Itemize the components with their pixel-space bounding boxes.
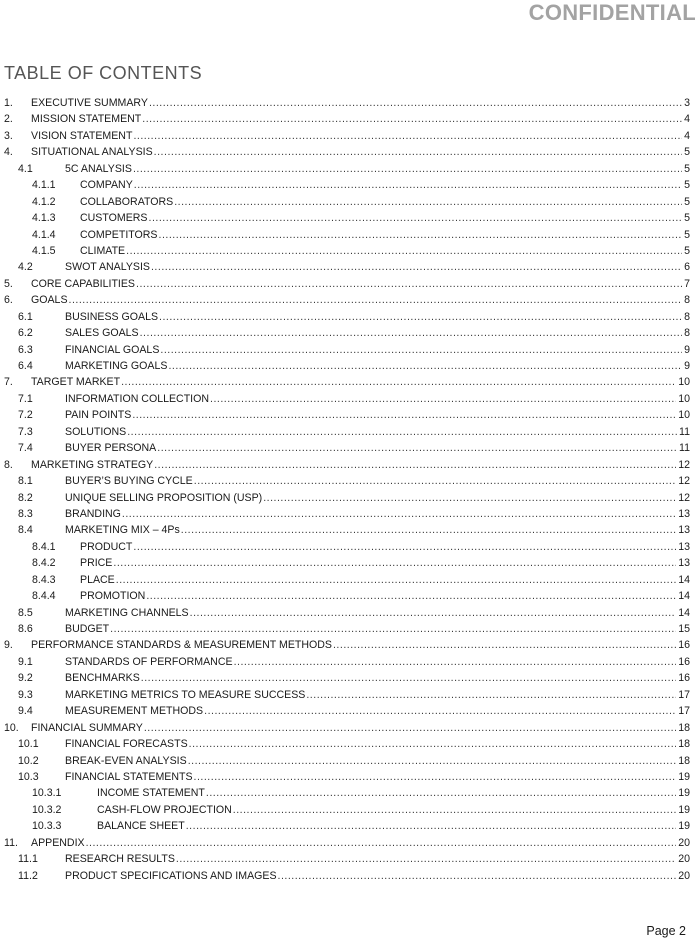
- toc-entry-number: 4.1: [18, 162, 33, 175]
- toc-entry[interactable]: [4, 851, 690, 867]
- toc-entry-label: MARKETING GOALS: [65, 360, 168, 372]
- toc-entry-page: 5: [684, 244, 690, 257]
- toc-entry-line: [31, 374, 690, 390]
- toc-entry-label: PERFORMANCE STANDARDS & MEASUREMENT METHODS: [31, 639, 332, 652]
- toc-entry[interactable]: [4, 769, 690, 785]
- toc-dot-leader: [127, 424, 677, 440]
- toc-entry-label: BUDGET: [65, 623, 110, 635]
- toc-entry-page: 3: [684, 97, 690, 109]
- toc-entry-number: 7.1: [18, 392, 33, 405]
- toc-dot-leader: [160, 342, 682, 358]
- toc-entry[interactable]: [4, 243, 690, 259]
- toc-entry[interactable]: [4, 605, 690, 621]
- toc-entry-number: 7.3: [18, 425, 33, 438]
- toc-entry-label: PRICE: [80, 557, 113, 570]
- toc-entry[interactable]: [4, 407, 690, 423]
- toc-entry-page: 6: [684, 261, 690, 274]
- toc-entry-number: 10.2: [18, 754, 39, 767]
- toc-entry-page: 12: [678, 475, 690, 488]
- toc-entry-line: [80, 555, 690, 571]
- toc-entry-number: 9.: [4, 639, 13, 652]
- toc-entry-number: 8.4: [18, 524, 33, 537]
- toc-entry-number: 8.4.4: [32, 590, 56, 603]
- toc-dot-leader: [110, 621, 676, 637]
- toc-entry-number: 10.1: [18, 738, 39, 751]
- toc-entry-line: [65, 769, 690, 785]
- toc-entry-label: BUSINESS GOALS: [65, 310, 159, 323]
- toc-entry[interactable]: [4, 358, 690, 374]
- toc-dot-leader: [174, 194, 682, 210]
- toc-entry-number: 5.: [4, 277, 13, 290]
- toc-entry-page: 16: [678, 639, 690, 652]
- toc-entry-line: [65, 670, 690, 686]
- toc-entry-label: INFORMATION COLLECTION: [65, 392, 210, 405]
- toc-entry-label: MARKETING MIX – 4Ps: [65, 524, 180, 537]
- toc-entry-label: PAIN POINTS: [65, 409, 132, 422]
- toc-entry-line: [80, 177, 690, 193]
- toc-entry-label: GOALS: [31, 294, 68, 307]
- toc-entry-line: [65, 522, 690, 538]
- table-of-contents: [4, 95, 690, 884]
- toc-entry-line: [31, 457, 690, 473]
- toc-entry[interactable]: [4, 802, 690, 818]
- toc-entry-label: BALANCE SHEET: [97, 820, 185, 833]
- toc-entry-number: 10.3: [18, 770, 39, 783]
- toc-entry-label: MISSION STATEMENT: [31, 113, 142, 126]
- toc-dot-leader: [151, 259, 682, 275]
- toc-entry-label: BUYER PERSONA: [65, 442, 157, 455]
- toc-entry-label: CUSTOMERS: [80, 212, 148, 225]
- toc-entry-page: 8: [684, 310, 690, 323]
- toc-entry-page: 10: [678, 409, 690, 422]
- toc-entry-line: [65, 424, 690, 440]
- toc-entry-page: 10: [678, 376, 690, 389]
- toc-dot-leader: [121, 374, 676, 390]
- toc-entry-number: 10.3.1: [32, 787, 62, 800]
- toc-entry-number: 9.2: [18, 672, 33, 685]
- toc-entry-page: 16: [678, 655, 690, 668]
- toc-entry-line: [65, 851, 690, 867]
- toc-entry-line: [65, 605, 690, 621]
- toc-entry-page: 16: [678, 672, 690, 685]
- toc-dot-leader: [278, 868, 677, 884]
- toc-entry-number: 9.3: [18, 688, 33, 701]
- toc-entry-line: [65, 868, 690, 884]
- toc-entry[interactable]: [4, 309, 690, 325]
- toc-entry-page: 5: [684, 212, 690, 225]
- toc-entry-page: 4: [684, 113, 690, 126]
- toc-entry-number: 7.2: [18, 409, 33, 422]
- toc-entry-page: 5: [684, 162, 690, 175]
- toc-entry[interactable]: [4, 637, 690, 653]
- toc-entry-page: 18: [678, 738, 690, 751]
- toc-entry-page: 8: [684, 327, 690, 340]
- toc-entry-label: SOLUTIONS: [65, 425, 127, 438]
- toc-entry-label: 5C ANALYSIS: [65, 162, 132, 175]
- toc-entry[interactable]: [4, 424, 690, 440]
- toc-entry-label: INCOME STATEMENT: [97, 787, 205, 800]
- toc-entry-label: FINANCIAL FORECASTS: [65, 738, 188, 751]
- toc-entry-page: 14: [678, 590, 690, 603]
- toc-entry-label: PRODUCT SPECIFICATIONS AND IMAGES: [65, 869, 277, 882]
- toc-entry[interactable]: [4, 588, 690, 604]
- toc-entry-number: 8.2: [18, 491, 33, 504]
- toc-dot-leader: [113, 555, 676, 571]
- toc-entry[interactable]: [4, 292, 690, 308]
- toc-dot-leader: [210, 391, 676, 407]
- toc-entry-number: 7.4: [18, 442, 33, 455]
- toc-entry-label: TARGET MARKET: [31, 376, 121, 389]
- toc-entry-line: [65, 358, 690, 374]
- toc-entry-number: 4.1.5: [32, 244, 56, 257]
- toc-dot-leader: [333, 637, 676, 653]
- toc-entry-number: 11.2: [18, 869, 38, 882]
- toc-entry[interactable]: [4, 522, 690, 538]
- toc-entry-label: CORE CAPABILITIES: [31, 277, 136, 290]
- toc-entry-label: COMPETITORS: [80, 228, 158, 241]
- toc-dot-leader: [144, 720, 676, 736]
- toc-entry[interactable]: [4, 473, 690, 489]
- toc-dot-leader: [132, 407, 676, 423]
- toc-entry-page: 17: [678, 705, 690, 718]
- toc-entry-line: [65, 391, 690, 407]
- toc-dot-leader: [189, 736, 677, 752]
- toc-entry-page: 19: [678, 770, 690, 783]
- toc-entry-number: 6.1: [18, 310, 33, 323]
- toc-entry-label: BREAK-EVEN ANALYSIS: [65, 754, 187, 767]
- toc-entry-label: BUYER’S BUYING CYCLE: [65, 475, 193, 488]
- toc-entry-line: [80, 572, 690, 588]
- toc-entry-number: 4.1.1: [32, 179, 56, 192]
- toc-entry-page: 17: [678, 688, 690, 701]
- toc-entry-line: [31, 111, 690, 127]
- toc-dot-leader: [186, 818, 676, 834]
- toc-dot-leader: [181, 522, 676, 538]
- toc-entry-line: [31, 720, 690, 736]
- toc-entry-number: 3.: [4, 129, 13, 142]
- toc-entry-label: FINANCIAL GOALS: [65, 343, 160, 356]
- toc-entry-page: 13: [678, 524, 690, 537]
- toc-dot-leader: [69, 292, 683, 308]
- toc-entry-label: BRANDING: [65, 507, 121, 520]
- toc-entry-page: 9: [684, 343, 690, 356]
- toc-entry[interactable]: [4, 440, 690, 456]
- toc-entry-line: [31, 144, 690, 160]
- toc-entry-page: 5: [684, 228, 690, 241]
- toc-entry[interactable]: [4, 736, 690, 752]
- toc-entry-line: [31, 292, 690, 308]
- toc-dot-leader: [141, 670, 676, 686]
- toc-entry-number: 9.4: [18, 705, 33, 718]
- toc-dot-leader: [188, 753, 677, 769]
- toc-dot-leader: [204, 703, 676, 719]
- toc-entry-line: [80, 210, 690, 226]
- toc-entry-label: MARKETING CHANNELS: [65, 606, 189, 619]
- toc-entry-label: COLLABORATORS: [80, 195, 174, 208]
- toc-entry-label: MARKETING METRICS TO MEASURE SUCCESS: [65, 688, 306, 701]
- toc-entry-line: [31, 835, 690, 851]
- toc-entry-page: 15: [678, 623, 690, 635]
- toc-entry[interactable]: [4, 177, 690, 193]
- toc-dot-leader: [157, 440, 677, 456]
- toc-entry-label: SITUATIONAL ANALYSIS: [31, 146, 153, 159]
- toc-entry-page: 11: [679, 425, 690, 438]
- toc-entry-number: 6.2: [18, 327, 33, 340]
- toc-entry-page: 4: [684, 129, 690, 142]
- toc-entry-label: PLACE: [80, 573, 115, 586]
- toc-entry[interactable]: [4, 539, 690, 555]
- toc-entry[interactable]: [4, 654, 690, 670]
- toc-entry-number: 8.4.3: [32, 573, 56, 586]
- toc-entry-label: PROMOTION: [80, 590, 146, 603]
- toc-dot-leader: [133, 161, 682, 177]
- toc-entry-number: 6.: [4, 294, 13, 307]
- toc-entry-line: [65, 325, 690, 341]
- toc-entry[interactable]: [4, 259, 690, 275]
- toc-entry-label: COMPANY: [80, 179, 133, 192]
- toc-entry-number: 2.: [4, 113, 13, 126]
- toc-entry[interactable]: [4, 210, 690, 226]
- toc-entry[interactable]: [4, 227, 690, 243]
- toc-entry[interactable]: [4, 374, 690, 390]
- toc-dot-leader: [136, 276, 682, 292]
- toc-entry-number: 6.3: [18, 343, 33, 356]
- toc-entry-page: 8: [684, 294, 690, 307]
- toc-entry[interactable]: [4, 325, 690, 341]
- toc-entry[interactable]: [4, 703, 690, 719]
- toc-dot-leader: [206, 785, 676, 801]
- toc-entry-number: 4.1.2: [32, 195, 56, 208]
- toc-entry-line: [97, 802, 690, 818]
- toc-entry-line: [65, 687, 690, 703]
- toc-entry-number: 11.1: [18, 853, 38, 866]
- toc-dot-leader: [263, 490, 676, 506]
- toc-entry-page: 19: [678, 787, 690, 800]
- toc-dot-leader: [194, 769, 677, 785]
- toc-entry-page: 5: [684, 146, 690, 159]
- toc-entry-number: 8.5: [18, 606, 33, 619]
- toc-entry-line: [80, 588, 690, 604]
- toc-entry[interactable]: [4, 572, 690, 588]
- toc-entry-number: 1.: [4, 97, 13, 109]
- toc-entry-line: [65, 736, 690, 752]
- toc-dot-leader: [133, 539, 676, 555]
- toc-entry-line: [65, 621, 690, 637]
- toc-entry-line: [80, 539, 690, 555]
- toc-entry-number: 4.1.3: [32, 212, 56, 225]
- toc-entry-page: 14: [678, 606, 690, 619]
- toc-entry[interactable]: [4, 111, 690, 127]
- toc-entry[interactable]: [4, 95, 690, 111]
- toc-entry[interactable]: [4, 835, 690, 851]
- toc-entry[interactable]: [4, 868, 690, 884]
- toc-entry-line: [97, 818, 690, 834]
- toc-entry-label: UNIQUE SELLING PROPOSITION (USP): [65, 491, 263, 504]
- toc-entry-label: EXECUTIVE SUMMARY: [31, 97, 148, 109]
- toc-entry-number: 10.3.2: [32, 803, 62, 816]
- toc-dot-leader: [133, 128, 682, 144]
- toc-entry-number: 6.4: [18, 360, 33, 372]
- toc-entry-label: VISION STATEMENT: [31, 129, 133, 142]
- toc-entry-line: [65, 753, 690, 769]
- toc-entry-page: 14: [678, 573, 690, 586]
- toc-entry-page: 5: [684, 179, 690, 192]
- toc-entry-line: [65, 490, 690, 506]
- page-number: Page 2: [646, 924, 686, 938]
- toc-dot-leader: [140, 325, 682, 341]
- toc-entry[interactable]: [4, 555, 690, 571]
- toc-entry-line: [80, 243, 690, 259]
- toc-dot-leader: [142, 111, 682, 127]
- toc-dot-leader: [154, 144, 682, 160]
- toc-entry-label: PRODUCT: [80, 540, 133, 553]
- toc-title: TABLE OF CONTENTS: [4, 63, 203, 83]
- toc-entry-number: 9.1: [18, 655, 33, 668]
- toc-entry-line: [65, 407, 690, 423]
- toc-entry-label: BENCHMARKS: [65, 672, 140, 685]
- toc-dot-leader: [190, 605, 677, 621]
- toc-entry[interactable]: [4, 194, 690, 210]
- toc-entry-number: 10.: [4, 721, 19, 734]
- toc-entry-number: 8.6: [18, 623, 33, 635]
- toc-entry[interactable]: [4, 670, 690, 686]
- toc-entry[interactable]: [4, 144, 690, 160]
- toc-entry-page: 7: [684, 277, 690, 290]
- toc-dot-leader: [134, 177, 682, 193]
- toc-entry-label: MARKETING STRATEGY: [31, 458, 154, 471]
- toc-entry-line: [31, 276, 690, 292]
- toc-entry-page: 9: [684, 360, 690, 372]
- toc-entry-line: [65, 703, 690, 719]
- toc-entry-line: [31, 128, 690, 144]
- toc-entry[interactable]: [4, 785, 690, 801]
- toc-entry-number: 4.2: [18, 261, 33, 274]
- toc-dot-leader: [168, 358, 682, 374]
- toc-dot-leader: [149, 95, 682, 111]
- toc-entry-label: MEASUREMENT METHODS: [65, 705, 204, 718]
- toc-entry[interactable]: [4, 753, 690, 769]
- toc-entry-label: CASH-FLOW PROJECTION: [97, 803, 232, 816]
- toc-entry-number: 4.1.4: [32, 228, 56, 241]
- toc-dot-leader: [146, 588, 676, 604]
- toc-entry-number: 8.4.2: [32, 557, 56, 570]
- toc-dot-leader: [159, 227, 683, 243]
- toc-entry-page: 20: [678, 836, 690, 849]
- toc-dot-leader: [159, 309, 682, 325]
- toc-entry-label: FINANCIAL STATEMENTS: [65, 770, 193, 783]
- toc-entry-page: 11: [679, 442, 690, 455]
- toc-dot-leader: [126, 243, 682, 259]
- toc-entry-page: 18: [678, 754, 690, 767]
- toc-entry-label: CLIMATE: [80, 244, 126, 257]
- toc-entry[interactable]: [4, 818, 690, 834]
- toc-entry-label: FINANCIAL SUMMARY: [31, 721, 143, 734]
- toc-entry-line: [31, 637, 690, 653]
- toc-dot-leader: [176, 851, 676, 867]
- toc-entry-page: 13: [678, 557, 690, 570]
- toc-entry-label: APPENDIX: [31, 836, 85, 849]
- toc-entry-number: 11.: [4, 836, 18, 849]
- toc-entry-line: [65, 342, 690, 358]
- toc-entry-number: 8.3: [18, 507, 33, 520]
- toc-entry[interactable]: [4, 161, 690, 177]
- toc-entry-page: 13: [678, 507, 690, 520]
- toc-entry[interactable]: [4, 490, 690, 506]
- toc-entry[interactable]: [4, 128, 690, 144]
- toc-entry-line: [65, 473, 690, 489]
- toc-entry-page: 20: [678, 869, 690, 882]
- toc-entry-page: 12: [678, 491, 690, 504]
- toc-dot-leader: [86, 835, 677, 851]
- toc-entry-label: SWOT ANALYSIS: [65, 261, 150, 274]
- toc-entry[interactable]: [4, 391, 690, 407]
- toc-entry-line: [65, 309, 690, 325]
- toc-entry-label: SALES GOALS: [65, 327, 139, 340]
- toc-entry-line: [65, 161, 690, 177]
- toc-entry-line: [31, 95, 690, 111]
- toc-entry-number: 4.: [4, 146, 13, 159]
- toc-entry[interactable]: [4, 506, 690, 522]
- toc-dot-leader: [194, 473, 676, 489]
- toc-entry-line: [65, 654, 690, 670]
- toc-entry[interactable]: [4, 342, 690, 358]
- toc-entry-number: 8.4.1: [32, 540, 56, 553]
- toc-entry[interactable]: [4, 720, 690, 736]
- toc-entry-page: 18: [678, 721, 690, 734]
- toc-entry-label: STANDARDS OF PERFORMANCE: [65, 655, 233, 668]
- toc-entry-number: 7.: [4, 376, 13, 389]
- confidential-header: CONFIDENTIAL: [528, 0, 696, 25]
- toc-entry-page: 10: [678, 392, 690, 405]
- toc-dot-leader: [306, 687, 676, 703]
- toc-entry[interactable]: [4, 621, 690, 637]
- toc-dot-leader: [122, 506, 676, 522]
- toc-entry[interactable]: [4, 276, 690, 292]
- toc-entry[interactable]: [4, 457, 690, 473]
- toc-dot-leader: [234, 654, 677, 670]
- toc-entry-line: [65, 259, 690, 275]
- toc-entry-number: 8.1: [18, 475, 33, 488]
- toc-entry-page: 20: [678, 853, 690, 866]
- toc-entry-line: [65, 440, 690, 456]
- toc-dot-leader: [154, 457, 676, 473]
- toc-entry-label: RESEARCH RESULTS: [65, 853, 175, 866]
- toc-entry-number: 8.: [4, 458, 13, 471]
- toc-entry-page: 19: [678, 803, 690, 816]
- toc-entry-page: 13: [678, 540, 690, 553]
- toc-dot-leader: [233, 802, 676, 818]
- toc-entry-number: 10.3.3: [32, 820, 62, 833]
- toc-dot-leader: [116, 572, 676, 588]
- toc-entry-line: [65, 506, 690, 522]
- toc-entry-page: 12: [678, 458, 690, 471]
- toc-entry-line: [97, 785, 690, 801]
- toc-entry-page: 5: [684, 195, 690, 208]
- toc-dot-leader: [149, 210, 683, 226]
- toc-entry-line: [80, 194, 690, 210]
- toc-entry-line: [80, 227, 690, 243]
- toc-entry[interactable]: [4, 687, 690, 703]
- toc-entry-page: 19: [678, 820, 690, 833]
